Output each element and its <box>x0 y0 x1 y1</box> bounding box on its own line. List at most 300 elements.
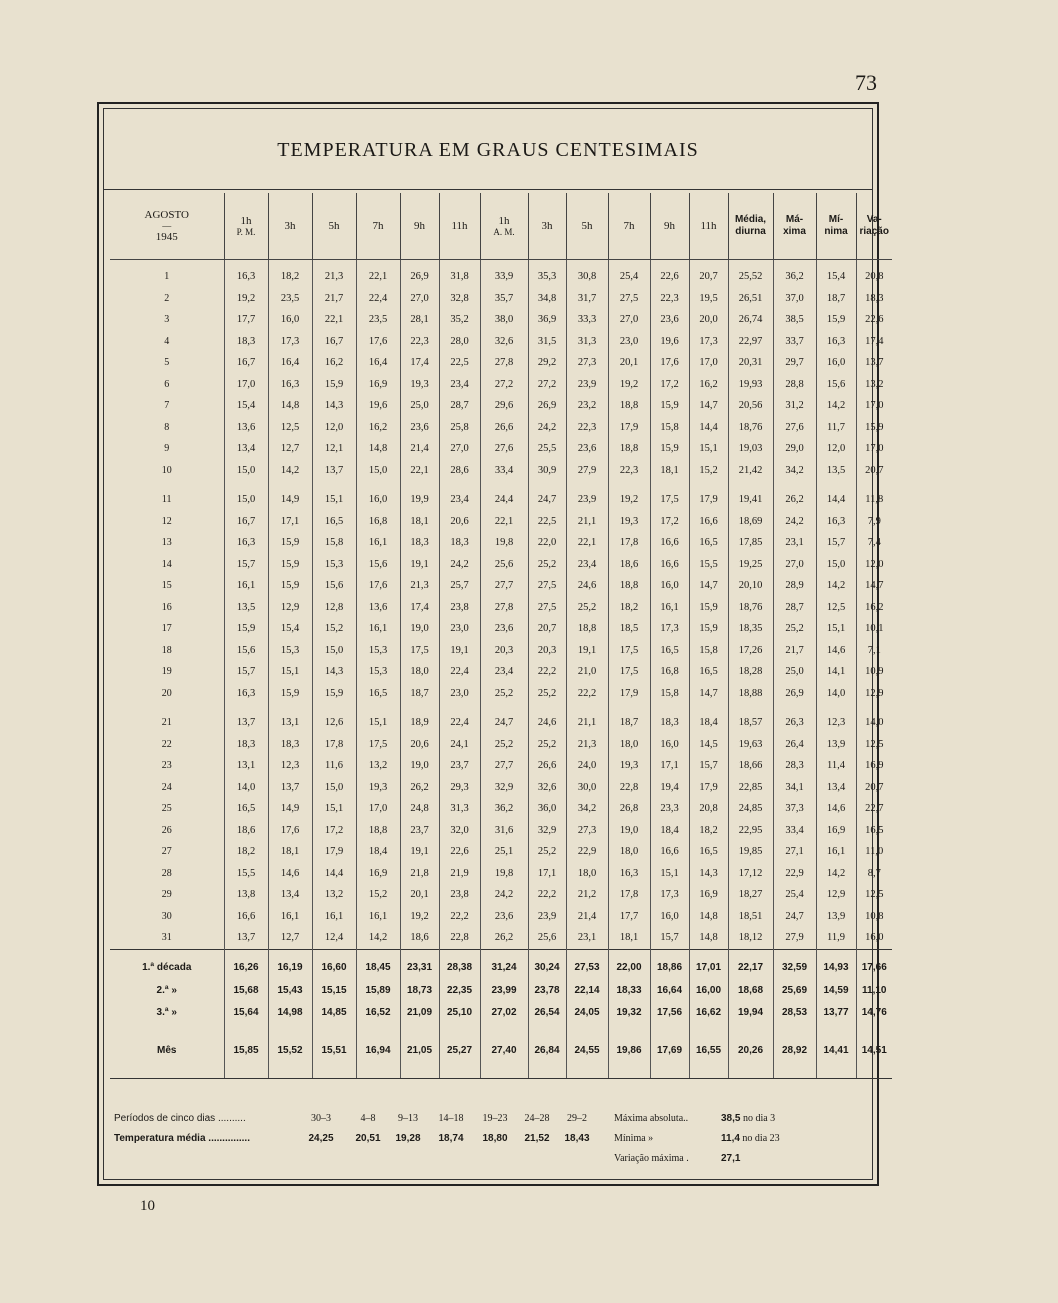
value-cell: 18,8 <box>608 575 650 597</box>
value-cell: 23,4 <box>439 489 480 511</box>
value-cell: 23,0 <box>439 683 480 705</box>
value-cell: 18,9 <box>400 712 439 734</box>
value-cell: 15,6 <box>816 374 856 396</box>
value-cell: 15,9 <box>268 683 312 705</box>
spacer-cell <box>528 704 566 712</box>
value-cell: 16,3 <box>224 266 268 288</box>
value-cell: 26,2 <box>773 489 816 511</box>
value-cell: 15,4 <box>268 618 312 640</box>
value-cell: 23,7 <box>439 755 480 777</box>
day-cell: 30 <box>161 910 172 922</box>
variation-value <box>721 1153 871 1164</box>
value-cell: 17,8 <box>608 532 650 554</box>
value-cell: 16,2 <box>312 352 356 374</box>
max-abs-label: Máxima absoluta.. <box>614 1113 689 1124</box>
day-cell: 17 <box>161 623 172 635</box>
value-cell: 22,3 <box>608 460 650 482</box>
value-cell: 35,7 <box>480 288 528 310</box>
summary-value: 15,15 <box>312 980 356 1002</box>
value-cell: 14,3 <box>312 395 356 417</box>
value-cell: 12,0 <box>856 554 892 576</box>
value-cell: 17,2 <box>650 374 689 396</box>
value-cell: 14,7 <box>689 683 728 705</box>
value-cell: 22,2 <box>528 884 566 906</box>
value-cell: 24,7 <box>528 489 566 511</box>
value-cell: 16,1 <box>312 906 356 928</box>
value-cell: 17,12 <box>728 863 773 885</box>
value-cell: 17,2 <box>650 511 689 533</box>
value-cell: 13,7 <box>312 460 356 482</box>
value-cell: 26,74 <box>728 309 773 331</box>
value-cell: 18,3 <box>856 288 892 310</box>
value-cell: 18,7 <box>400 683 439 705</box>
header-9am-hour: 9h <box>664 220 675 232</box>
summary-value: 19,94 <box>728 1002 773 1024</box>
value-cell: 22,2 <box>566 683 608 705</box>
value-cell: 16,5 <box>312 511 356 533</box>
value-cell: 21,3 <box>400 575 439 597</box>
value-cell: 18,88 <box>728 683 773 705</box>
value-cell: 16,9 <box>356 374 400 396</box>
summary-value: 16,19 <box>268 949 312 980</box>
value-cell: 22,3 <box>400 331 439 353</box>
spacer-cell <box>439 1064 480 1079</box>
value-cell: 15,9 <box>856 417 892 439</box>
value-cell: 18,0 <box>608 734 650 756</box>
table-row <box>110 288 892 310</box>
spacer-cell <box>439 1024 480 1038</box>
table-row <box>110 777 892 799</box>
value-cell: 17,9 <box>689 777 728 799</box>
value-cell: 16,5 <box>689 532 728 554</box>
value-cell: 21,1 <box>566 511 608 533</box>
value-cell: 22,1 <box>400 460 439 482</box>
value-cell: 15,0 <box>224 460 268 482</box>
value-cell: 15,1 <box>268 661 312 683</box>
value-cell: 24,6 <box>566 575 608 597</box>
day-cell: 24 <box>161 781 172 793</box>
header-maxima-line2: xima <box>783 226 806 237</box>
value-cell: 14,8 <box>689 906 728 928</box>
value-cell: 13,4 <box>224 438 268 460</box>
table-frame <box>97 102 889 1186</box>
value-cell: 38,5 <box>773 309 816 331</box>
summary-value: 21,09 <box>400 1002 439 1024</box>
summary-value: 28,38 <box>439 949 480 980</box>
summary-value: 19,86 <box>608 1038 650 1064</box>
value-cell: 21,1 <box>566 712 608 734</box>
value-cell: 14,0 <box>856 712 892 734</box>
value-cell: 18,8 <box>608 438 650 460</box>
value-cell: 17,5 <box>608 661 650 683</box>
value-cell: 30,0 <box>566 777 608 799</box>
spacer-cell <box>566 481 608 489</box>
summary-label: 3.ª » <box>156 1007 177 1018</box>
header-9pm-hour: 9h <box>414 220 425 232</box>
value-cell: 15,9 <box>312 683 356 705</box>
value-cell: 23,9 <box>528 906 566 928</box>
value-cell: 18,1 <box>268 841 312 863</box>
summary-value: 18,73 <box>400 980 439 1002</box>
day-cell: 29 <box>161 889 172 901</box>
header-maxima-line1: Má- <box>785 214 804 225</box>
spacer-cell <box>480 481 528 489</box>
value-cell: 14,2 <box>816 863 856 885</box>
value-cell: 23,1 <box>566 927 608 949</box>
value-cell: 16,5 <box>689 841 728 863</box>
header-media-diurna <box>728 193 773 260</box>
value-cell: 26,9 <box>400 266 439 288</box>
decade-summary-row <box>110 1002 892 1024</box>
summary-value: 11,10 <box>856 980 892 1002</box>
value-cell: 25,4 <box>608 266 650 288</box>
value-cell: 16,0 <box>650 734 689 756</box>
value-cell: 18,3 <box>268 734 312 756</box>
value-cell: 32,0 <box>439 820 480 842</box>
value-cell: 23,6 <box>480 906 528 928</box>
spacer-cell <box>110 481 224 489</box>
table-row <box>110 798 892 820</box>
value-cell: 23,9 <box>566 374 608 396</box>
value-cell: 16,8 <box>356 511 400 533</box>
summary-value: 16,62 <box>689 1002 728 1024</box>
value-cell: 19,1 <box>400 841 439 863</box>
value-cell: 19,3 <box>356 777 400 799</box>
table-row <box>110 841 892 863</box>
value-cell: 22,85 <box>728 777 773 799</box>
spacer-cell <box>356 481 400 489</box>
spacer-cell <box>268 1024 312 1038</box>
value-cell: 15,2 <box>689 460 728 482</box>
value-cell: 16,3 <box>816 331 856 353</box>
header-1pm-suffix: P. M. <box>236 227 256 237</box>
value-cell: 17,1 <box>528 863 566 885</box>
value-cell: 35,2 <box>439 309 480 331</box>
spacer-cell <box>224 1064 268 1079</box>
value-cell: 16,0 <box>356 489 400 511</box>
value-cell: 15,7 <box>650 927 689 949</box>
value-cell: 24,2 <box>480 884 528 906</box>
day-cell: 7 <box>164 400 170 412</box>
value-cell: 18,7 <box>816 288 856 310</box>
spacer-cell <box>110 1064 224 1079</box>
value-cell: 35,3 <box>528 266 566 288</box>
value-cell: 15,3 <box>312 554 356 576</box>
header-1am <box>480 193 528 260</box>
value-cell: 23,2 <box>566 395 608 417</box>
table-body <box>110 260 892 1079</box>
value-cell: 20,8 <box>689 798 728 820</box>
variation-number: 27,1 <box>721 1153 741 1164</box>
value-cell: 19,1 <box>400 554 439 576</box>
value-cell: 15,8 <box>650 417 689 439</box>
value-cell: 15,2 <box>312 618 356 640</box>
spacer-cell <box>816 1064 856 1079</box>
header-9pm <box>400 193 439 260</box>
value-cell: 29,2 <box>528 352 566 374</box>
summary-value: 17,01 <box>689 949 728 980</box>
period-cell: 24–28 <box>524 1113 550 1124</box>
day-cell: 3 <box>164 314 170 326</box>
summary-value: 28,53 <box>773 1002 816 1024</box>
value-cell: 14,0 <box>816 683 856 705</box>
spacer-cell <box>439 704 480 712</box>
value-cell: 20,3 <box>528 640 566 662</box>
value-cell: 12,9 <box>816 884 856 906</box>
day-cell: 16 <box>161 601 172 613</box>
value-cell: 27,0 <box>608 309 650 331</box>
value-cell: 14,4 <box>689 417 728 439</box>
value-cell: 18,6 <box>400 927 439 949</box>
value-cell: 15,0 <box>816 554 856 576</box>
value-cell: 23,6 <box>400 417 439 439</box>
value-cell: 15,6 <box>224 640 268 662</box>
value-cell: 17,26 <box>728 640 773 662</box>
value-cell: 22,6 <box>856 309 892 331</box>
value-cell: 19,0 <box>400 618 439 640</box>
day-cell: 4 <box>164 335 170 347</box>
value-cell: 26,8 <box>608 798 650 820</box>
max-abs-number: 38,5 <box>721 1113 741 1124</box>
min-abs-number: 11,4 <box>721 1133 740 1144</box>
summary-value: 23,78 <box>528 980 566 1002</box>
value-cell: 27,7 <box>480 575 528 597</box>
summary-value: 14,98 <box>268 1002 312 1024</box>
value-cell: 28,9 <box>773 575 816 597</box>
value-cell: 18,69 <box>728 511 773 533</box>
value-cell: 16,3 <box>224 532 268 554</box>
value-cell: 12,5 <box>816 597 856 619</box>
value-cell: 31,6 <box>480 820 528 842</box>
summary-value: 14,76 <box>856 1002 892 1024</box>
value-cell: 17,7 <box>224 309 268 331</box>
table-row <box>110 661 892 683</box>
spacer-cell <box>856 1064 892 1079</box>
value-cell: 12,3 <box>816 712 856 734</box>
spacer-cell <box>110 704 224 712</box>
value-cell: 17,6 <box>356 331 400 353</box>
value-cell: 21,2 <box>566 884 608 906</box>
value-cell: 21,42 <box>728 460 773 482</box>
value-cell: 16,2 <box>856 597 892 619</box>
value-cell: 20,7 <box>856 777 892 799</box>
value-cell: 12,3 <box>268 755 312 777</box>
value-cell: 22,2 <box>439 906 480 928</box>
value-cell: 28,3 <box>773 755 816 777</box>
value-cell: 16,6 <box>650 554 689 576</box>
header-11am <box>689 193 728 260</box>
decade-summary-row <box>110 980 892 1002</box>
summary-value: 26,84 <box>528 1038 566 1064</box>
value-cell: 19,2 <box>608 374 650 396</box>
value-cell: 20,10 <box>728 575 773 597</box>
value-cell: 14,8 <box>268 395 312 417</box>
value-cell: 19,85 <box>728 841 773 863</box>
value-cell: 18,27 <box>728 884 773 906</box>
temp-cell: 21,52 <box>524 1133 550 1144</box>
value-cell: 25,2 <box>528 683 566 705</box>
value-cell: 12,6 <box>312 712 356 734</box>
value-cell: 23,6 <box>566 438 608 460</box>
value-cell: 14,4 <box>816 489 856 511</box>
value-cell: 31,3 <box>439 798 480 820</box>
value-cell: 16,2 <box>689 374 728 396</box>
value-cell: 22,3 <box>650 288 689 310</box>
value-cell: 26,2 <box>480 927 528 949</box>
value-cell: 20,1 <box>608 352 650 374</box>
day-cell: 14 <box>161 558 172 570</box>
periods-label: Períodos de cinco dias .......... <box>114 1113 246 1124</box>
value-cell: 19,63 <box>728 734 773 756</box>
value-cell: 26,4 <box>773 734 816 756</box>
value-cell: 15,1 <box>312 798 356 820</box>
value-cell: 15,7 <box>816 532 856 554</box>
value-cell: 17,6 <box>268 820 312 842</box>
value-cell: 17,0 <box>224 374 268 396</box>
value-cell: 15,8 <box>689 640 728 662</box>
day-cell: 22 <box>161 738 172 750</box>
header-row <box>110 193 892 260</box>
value-cell: 26,51 <box>728 288 773 310</box>
value-cell: 15,8 <box>650 683 689 705</box>
value-cell: 18,76 <box>728 417 773 439</box>
day-cell: 11 <box>161 494 172 506</box>
spacer-cell <box>224 704 268 712</box>
day-cell: 13 <box>161 537 172 549</box>
spacer-cell <box>773 1064 816 1079</box>
header-11pm-hour: 11h <box>451 220 468 232</box>
value-cell: 16,5 <box>689 661 728 683</box>
spacer-cell <box>268 481 312 489</box>
value-cell: 20,6 <box>400 734 439 756</box>
summary-value: 15,89 <box>356 980 400 1002</box>
value-cell: 23,6 <box>650 309 689 331</box>
header-1pm-hour: 1h <box>240 215 252 227</box>
summary-value: 16,64 <box>650 980 689 1002</box>
value-cell: 13,6 <box>224 417 268 439</box>
summary-value: 14,41 <box>816 1038 856 1064</box>
value-cell: 13,7 <box>268 777 312 799</box>
day-cell: 1 <box>164 271 170 283</box>
day-cell: 2 <box>164 292 170 304</box>
value-cell: 12,1 <box>312 438 356 460</box>
value-cell: 18,0 <box>400 661 439 683</box>
value-cell: 16,0 <box>650 575 689 597</box>
value-cell: 18,5 <box>608 618 650 640</box>
value-cell: 19,41 <box>728 489 773 511</box>
spacer-cell <box>773 481 816 489</box>
value-cell: 14,6 <box>268 863 312 885</box>
value-cell: 15,4 <box>816 266 856 288</box>
spacer-cell <box>608 1024 650 1038</box>
value-cell: 17,6 <box>356 575 400 597</box>
value-cell: 15,0 <box>224 489 268 511</box>
value-cell: 18,57 <box>728 712 773 734</box>
value-cell: 16,5 <box>650 640 689 662</box>
value-cell: 11,6 <box>312 755 356 777</box>
spacer-cell <box>480 1024 528 1038</box>
summary-value: 15,85 <box>224 1038 268 1064</box>
day-cell: 5 <box>164 357 170 369</box>
value-cell: 26,6 <box>528 755 566 777</box>
table-row <box>110 532 892 554</box>
header-variacao-line2: riação <box>859 226 889 237</box>
summary-value: 23,99 <box>480 980 528 1002</box>
value-cell: 25,6 <box>528 927 566 949</box>
value-cell: 19,3 <box>608 755 650 777</box>
value-cell: 15,9 <box>816 309 856 331</box>
value-cell: 24,2 <box>773 511 816 533</box>
value-cell: 33,9 <box>480 266 528 288</box>
max-abs-day: no dia 3 <box>742 1113 776 1124</box>
day-cell: 15 <box>161 580 172 592</box>
table-row <box>110 309 892 331</box>
value-cell: 24,8 <box>400 798 439 820</box>
header-minima-line1: Mí- <box>828 214 844 225</box>
value-cell: 22,1 <box>312 309 356 331</box>
table-row <box>110 374 892 396</box>
value-cell: 14,6 <box>816 640 856 662</box>
day-cell: 10 <box>161 464 172 476</box>
summary-value: 18,86 <box>650 949 689 980</box>
value-cell: 18,12 <box>728 927 773 949</box>
value-cell: 23,8 <box>439 597 480 619</box>
value-cell: 18,2 <box>608 597 650 619</box>
value-cell: 23,4 <box>439 374 480 396</box>
value-cell: 11,8 <box>856 489 892 511</box>
value-cell: 16,6 <box>650 532 689 554</box>
spacer-cell <box>856 704 892 712</box>
spacer-cell <box>312 481 356 489</box>
decade-summary-row <box>110 949 892 980</box>
row-spacer <box>110 1064 892 1079</box>
summary-value: 24,05 <box>566 1002 608 1024</box>
value-cell: 16,3 <box>608 863 650 885</box>
value-cell: 16,9 <box>856 755 892 777</box>
day-cell: 31 <box>161 932 172 944</box>
value-cell: 7,1 <box>856 640 892 662</box>
temperature-table <box>110 193 892 1079</box>
value-cell: 26,9 <box>528 395 566 417</box>
summary-value: 19,32 <box>608 1002 650 1024</box>
value-cell: 31,5 <box>528 331 566 353</box>
value-cell: 18,3 <box>224 734 268 756</box>
value-cell: 22,7 <box>856 798 892 820</box>
max-abs-value <box>721 1113 871 1124</box>
value-cell: 21,4 <box>566 906 608 928</box>
value-cell: 7,4 <box>856 532 892 554</box>
spacer-cell <box>728 481 773 489</box>
min-abs-label: Mínima » <box>614 1133 654 1144</box>
value-cell: 18,1 <box>650 460 689 482</box>
table-row <box>110 575 892 597</box>
value-cell: 23,9 <box>566 489 608 511</box>
value-cell: 15,2 <box>356 884 400 906</box>
summary-value: 26,54 <box>528 1002 566 1024</box>
value-cell: 20,31 <box>728 352 773 374</box>
value-cell: 19,1 <box>439 640 480 662</box>
value-cell: 15,1 <box>650 863 689 885</box>
value-cell: 22,1 <box>356 266 400 288</box>
header-7am-hour: 7h <box>623 220 635 232</box>
summary-value: 15,68 <box>224 980 268 1002</box>
spacer-cell <box>728 1024 773 1038</box>
spacer-cell <box>528 481 566 489</box>
value-cell: 14,2 <box>356 927 400 949</box>
value-cell: 25,7 <box>439 575 480 597</box>
value-cell: 32,6 <box>528 777 566 799</box>
value-cell: 12,0 <box>816 438 856 460</box>
